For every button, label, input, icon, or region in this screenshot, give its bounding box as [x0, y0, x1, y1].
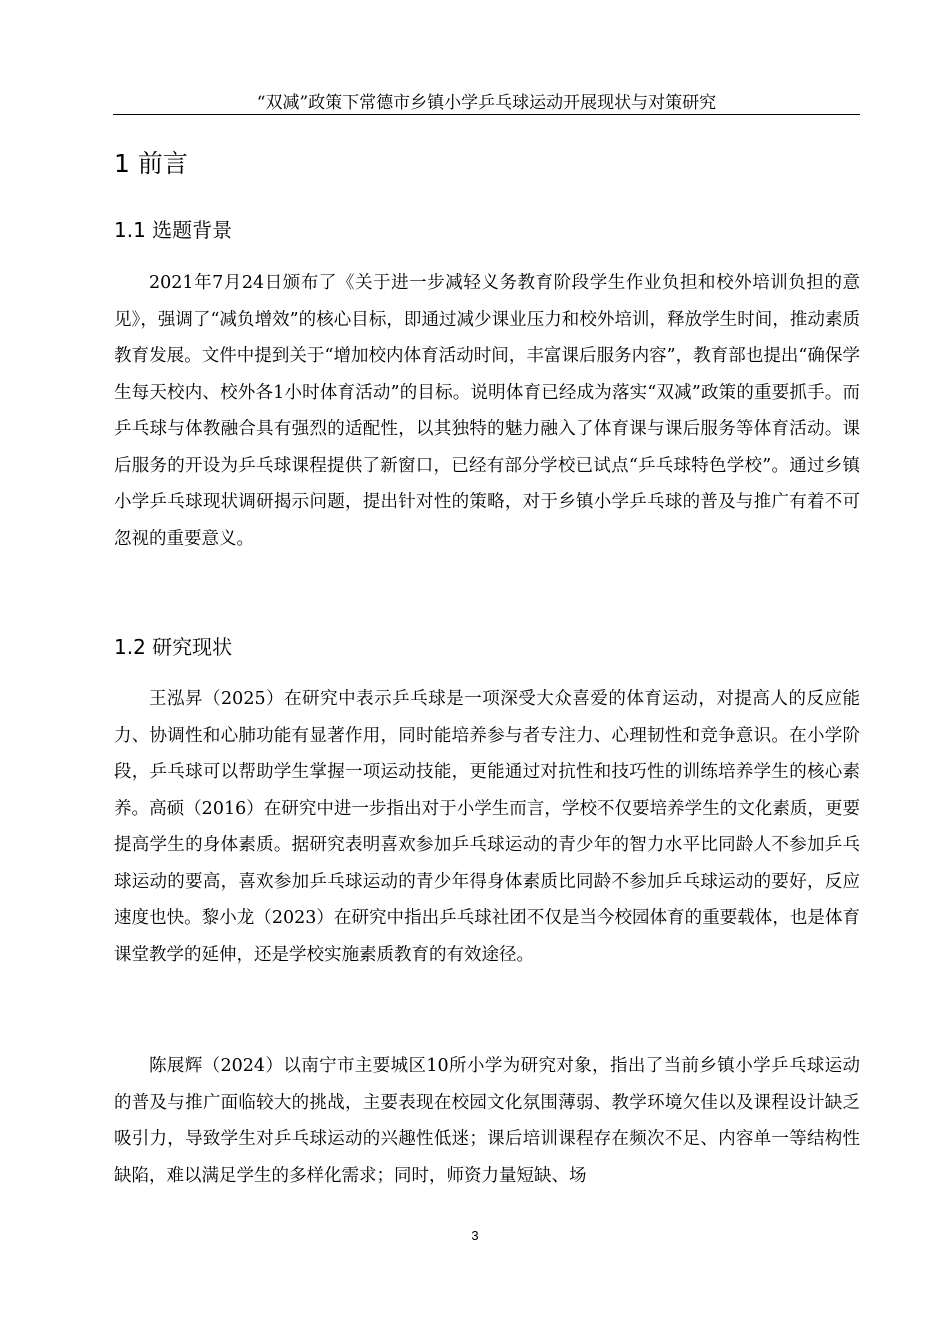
page-number: 3 — [471, 1228, 479, 1243]
header-divider — [113, 114, 860, 115]
paragraph-background: 2021年7月24日颁布了《关于进一步减轻义务教育阶段学生作业负担和校外培训负担的意见》，强调了“减负增效”的核心目标，即通过减少课业压力和校外培训，释放学生时间，推动素质教育发展。文件中提到关于“增加校内体育活动时间，丰富课后服务内容”，教育部也提出“确保学生每天校内、校外各1小时体育活动”的目标。说明体育已经成为落实“双减”政策的重要抓手。而乒乓球与体教融合具有强烈的适配性，以其独特的魅力融入了体育课与课后服务等体育活动。课后服务的开设为乒乓球课程提供了新窗口，已经有部分学校已试点“乒乓球特色学校”。通过乡镇小学乒乓球现状调研揭示问题，提出针对性的策略，对于乡镇小学乒乓球的普及与推广有着不可忽视的重要意义。 — [114, 273, 860, 549]
running-header: “双减”政策下常德市乡镇小学乒乓球运动开展现状与对策研究 — [256, 93, 717, 113]
section-heading-1: 1 前言 — [114, 149, 188, 178]
paragraph-status-2: 陈展辉（2024）以南宁市主要城区10所小学为研究对象，指出了当前乡镇小学乒乓球运动的普及与推广面临较大的挑战，主要表现在校园文化氛围薄弱、教学环境欠佳以及课程设计缺乏吸引力，导致学生对乒乓球运动的兴趣性低迷；课后培训课程存在频次不足、内容单一等结构性缺陷，难以满足学生的多样化需求；同时，师资力量短缺、场 — [114, 1056, 860, 1186]
paragraph-status-1: 王泓昇（2025）在研究中表示乒乓球是一项深受大众喜爱的体育运动，对提高人的反应能力、协调性和心肺功能有显著作用，同时能培养参与者专注力、心理韧性和竞争意识。在小学阶段，乒乓球可以帮助学生掌握一项运动技能，更能通过对抗性和技巧性的训练培养学生的核心素养。高硕（2016）在研究中进一步指出对于小学生而言，学校不仅要培养学生的文化素质，更要提高学生的身体素质。据研究表明喜欢参加乒乓球运动的青少年的智力水平比同龄人不参加乒乓球运动的要高，喜欢参加乒乓球运动的青少年得身体素质比同龄不参加乒乓球运动的要好，反应速度也快。黎小龙（2023）在研究中指出乒乓球社团不仅是当今校园体育的重要载体，也是体育课堂教学的延伸，还是学校实施素质教育的有效途径。 — [114, 689, 860, 965]
section-heading-1-1: 1.1 选题背景 — [114, 218, 233, 242]
section-heading-1-2: 1.2 研究现状 — [114, 635, 233, 659]
